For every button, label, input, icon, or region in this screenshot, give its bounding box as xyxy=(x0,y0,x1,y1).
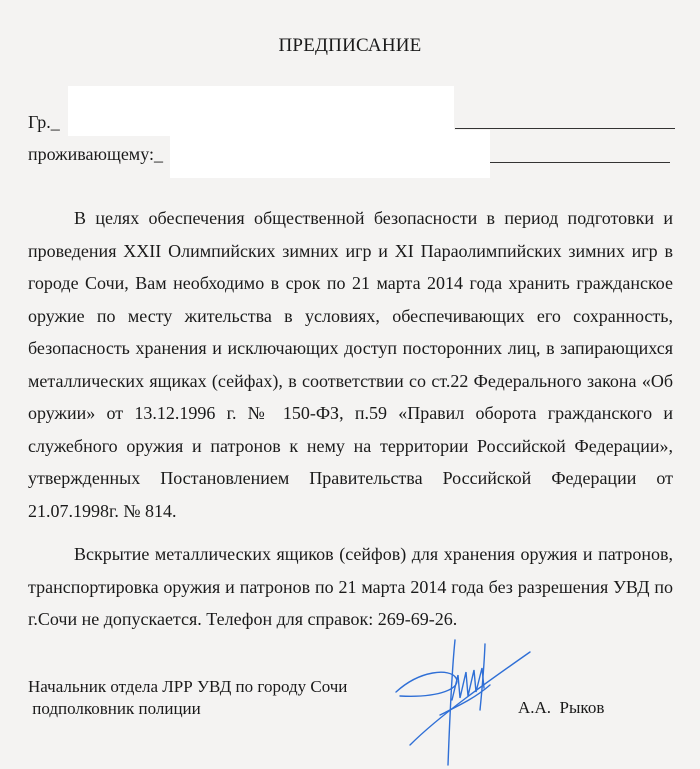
signatory-position xyxy=(28,676,347,720)
redacted-citizen-name xyxy=(68,86,454,136)
handwritten-signature-icon xyxy=(380,630,540,769)
signatory-name: А.А. Рыков xyxy=(518,698,605,717)
signatory-position-line1: Начальник отдела ЛРР УВД по городу Сочи xyxy=(28,677,348,696)
signature-loop xyxy=(396,672,457,696)
paragraph-text: Вскрытие металлических ящиков (сейфов) для хранения оружия и патронов, транспортировка оружия и патронов по 21 марта 2014 года без разрешения УВД по г.Сочи не допускается. Телефон для справок: 269-69-26. xyxy=(28,544,673,629)
citizen-underline xyxy=(455,128,675,129)
signature-vertical-1 xyxy=(448,640,455,765)
residence-field-label: проживающему:_ xyxy=(28,144,163,164)
document-title: ПРЕДПИСАНИЕ xyxy=(278,35,422,56)
paragraph-restrictions xyxy=(28,538,673,636)
paragraph-main xyxy=(28,202,673,527)
redacted-residence-address xyxy=(170,130,490,178)
paragraph-text: В целях обеспечения общественной безопасности в период подготовки и проведения XXII Олимпийских зимних игр и XI Параолимпийских зимних игр в городе Сочи, Вам необходимо в срок по 21 марта 2014 года хранить гражданское оружие по месту жительства в условиях, обеспечивающих его сохранность, безопасность хранения и исключающих доступ посторонних лиц, в запирающихся металлических ящиках (сейфах), в соответствии со ст.22 Федерального закона «Об оружии» от 13.12.1996 г. № 150-ФЗ, п.59 «Правил оборота гражданского и служебного оружия и патронов к нему на территории Российской Федерации», утвержденных Постановлением Правительства Российской Федерации от 21.07.1998г. № 814. xyxy=(28,208,673,521)
citizen-field-label: Гр._ xyxy=(28,112,60,132)
signatory-position-line2: подполковник полиции xyxy=(28,699,201,718)
residence-underline xyxy=(490,162,670,163)
